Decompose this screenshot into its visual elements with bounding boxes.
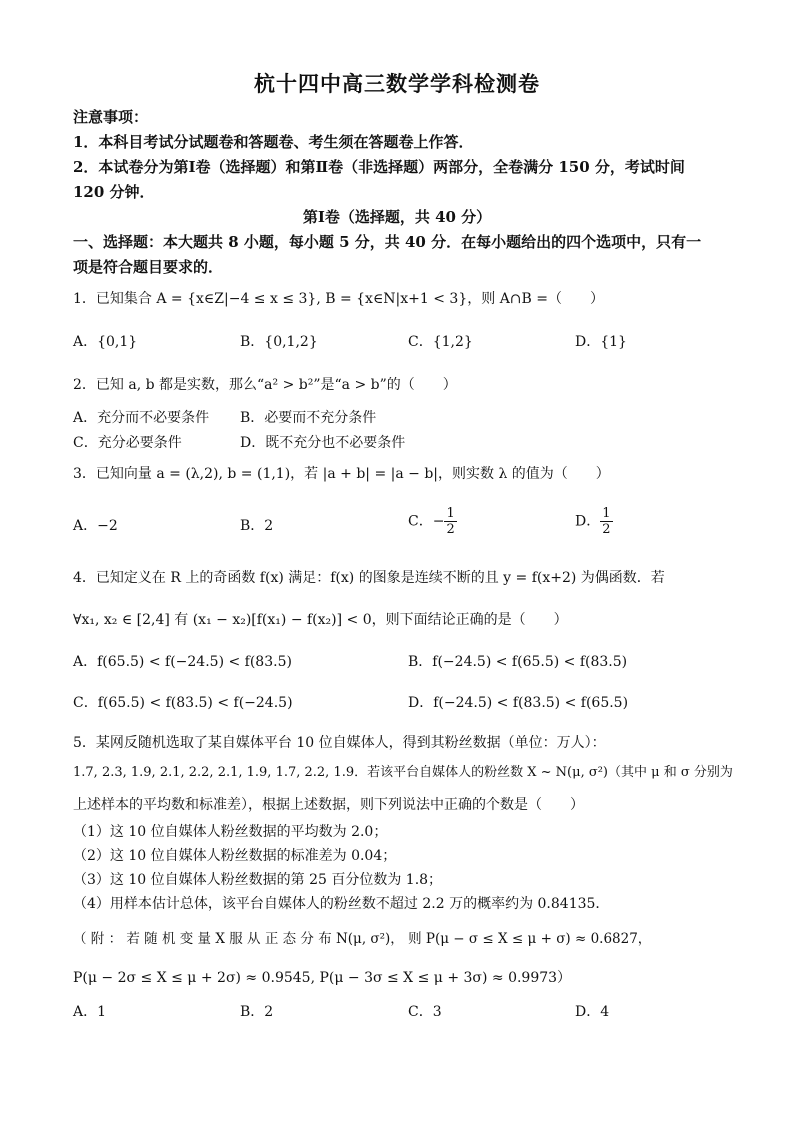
question-5-statement-4: （4）用样本估计总体，该平台自媒体人的粉丝数不超过 2.2 万的概率约为 0.84135．: [73, 896, 610, 912]
question-2-option-a: A．充分而不必要条件: [73, 410, 210, 426]
question-5-option-c: C．3: [408, 1004, 442, 1020]
question-3-option-c: [408, 506, 457, 537]
question-4-option-b: B．f(−24.5) < f(65.5) < f(83.5): [408, 654, 628, 670]
notice-heading: 注意事项：: [73, 108, 149, 126]
question-1-stem: 1．已知集合 A = {x∈Z|−4 ≤ x ≤ 3}, B = {x∈N|x+1 < 3}，则 A∩B =（ ）: [73, 291, 605, 307]
question-4-stem-line1: 4．已知定义在 R 上的奇函数 f(x) 满足：f(x) 的图象是连续不断的且 y = f(x+2) 为偶函数．若: [73, 570, 665, 586]
fraction-denominator: 2: [446, 522, 455, 537]
question-5-stem-line1: 5．某网反随机选取了某自媒体平台 10 位自媒体人，得到其粉丝数据（单位：万人）：: [73, 735, 606, 751]
question-4-option-c: C．f(65.5) < f(83.5) < f(−24.5): [73, 695, 293, 711]
question-5-note-line2: P(μ − 2σ ≤ X ≤ μ + 2σ) ≈ 0.9545, P(μ − 3σ ≤ X ≤ μ + 3σ) ≈ 0.9973）: [73, 970, 572, 986]
question-5-statement-3: （3）这 10 位自媒体人粉丝数据的第 25 百分位数为 1.8；: [73, 872, 443, 888]
question-3-option-c-label: C．−: [408, 513, 445, 530]
section-heading: 第Ⅰ卷（选择题，共 40 分）: [302, 208, 492, 226]
notice-item-2-line1: 2．本试卷分为第Ⅰ卷（选择题）和第Ⅱ卷（非选择题）两部分，全卷满分 150 分，考试时间: [73, 158, 685, 176]
fraction-denominator: 2: [602, 522, 611, 537]
notice-item-1: 1．本科目考试分试题卷和答题卷、考生须在答题卷上作答．: [73, 133, 474, 151]
fraction-numerator: 1: [446, 506, 455, 521]
question-3-option-a: A．−2: [73, 518, 118, 534]
fraction-one-half: [600, 506, 612, 537]
question-1-option-a: A．{0,1}: [73, 334, 138, 350]
fraction-numerator: 1: [602, 506, 611, 521]
question-5-stem-line2: 1.7, 2.3, 1.9, 2.1, 2.2, 2.1, 1.9, 1.7, 2.2, 1.9．若该平台自媒体人的粉丝数 X ~ N(μ, σ²)（其中 μ 和 σ 分别为: [73, 765, 733, 780]
notice-item-2-line2: 120 分钟．: [73, 183, 155, 201]
question-5-option-b: B．2: [240, 1004, 274, 1020]
question-5-option-d: D．4: [575, 1004, 610, 1020]
fraction-one-half: [444, 506, 456, 537]
question-3-stem: 3．已知向量 a = (λ,2), b = (1,1)，若 |a + b| = |a − b|，则实数 λ 的值为（ ）: [73, 466, 610, 482]
question-3-option-b: B．2: [240, 518, 274, 534]
question-3-option-d: [575, 506, 613, 537]
question-2-option-d: D．既不充分也不必要条件: [240, 435, 406, 451]
section-intro-line1: 一、选择题：本大题共 8 小题，每小题 5 分，共 40 分．在每小题给出的四个选项中，只有一: [73, 233, 702, 251]
question-1-option-c: C．{1,2}: [408, 334, 473, 350]
page-title: 杭十四中高三数学学科检测卷: [254, 71, 540, 96]
question-5-option-a: A．1: [73, 1004, 107, 1020]
question-5-statement-2: （2）这 10 位自媒体人粉丝数据的标准差为 0.04；: [73, 848, 397, 864]
section-intro-line2: 项是符合题目要求的．: [73, 258, 224, 276]
question-4-option-d: D．f(−24.5) < f(83.5) < f(65.5): [408, 695, 629, 711]
question-2-stem: 2．已知 a, b 都是实数，那么“a² > b²”是“a > b”的（ ）: [73, 377, 457, 393]
question-4-option-a: A．f(65.5) < f(−24.5) < f(83.5): [73, 654, 292, 670]
question-5-note-line1: （ 附 ： 若 随 机 变 量 X 服 从 正 态 分 布 N(μ, σ²)， 则 P(μ − σ ≤ X ≤ μ + σ) ≈ 0.6827，: [73, 931, 652, 947]
question-5-stem-line3: 上述样本的平均数和标准差），根据上述数据，则下列说法中正确的个数是（ ）: [73, 797, 584, 813]
question-4-stem-line2: ∀x₁, x₂ ∈ [2,4] 有 (x₁ − x₂)[f(x₁) − f(x₂)] < 0，则下面结论正确的是（ ）: [73, 612, 568, 628]
question-2-option-b: B．必要而不充分条件: [240, 410, 377, 426]
question-1-option-d: D．{1}: [575, 334, 627, 350]
question-5-statement-1: （1）这 10 位自媒体人粉丝数据的平均数为 2.0；: [73, 824, 388, 840]
question-3-option-d-label: D．: [575, 513, 601, 530]
question-1-option-b: B．{0,1,2}: [240, 334, 318, 350]
question-2-option-c: C．充分必要条件: [73, 435, 182, 451]
